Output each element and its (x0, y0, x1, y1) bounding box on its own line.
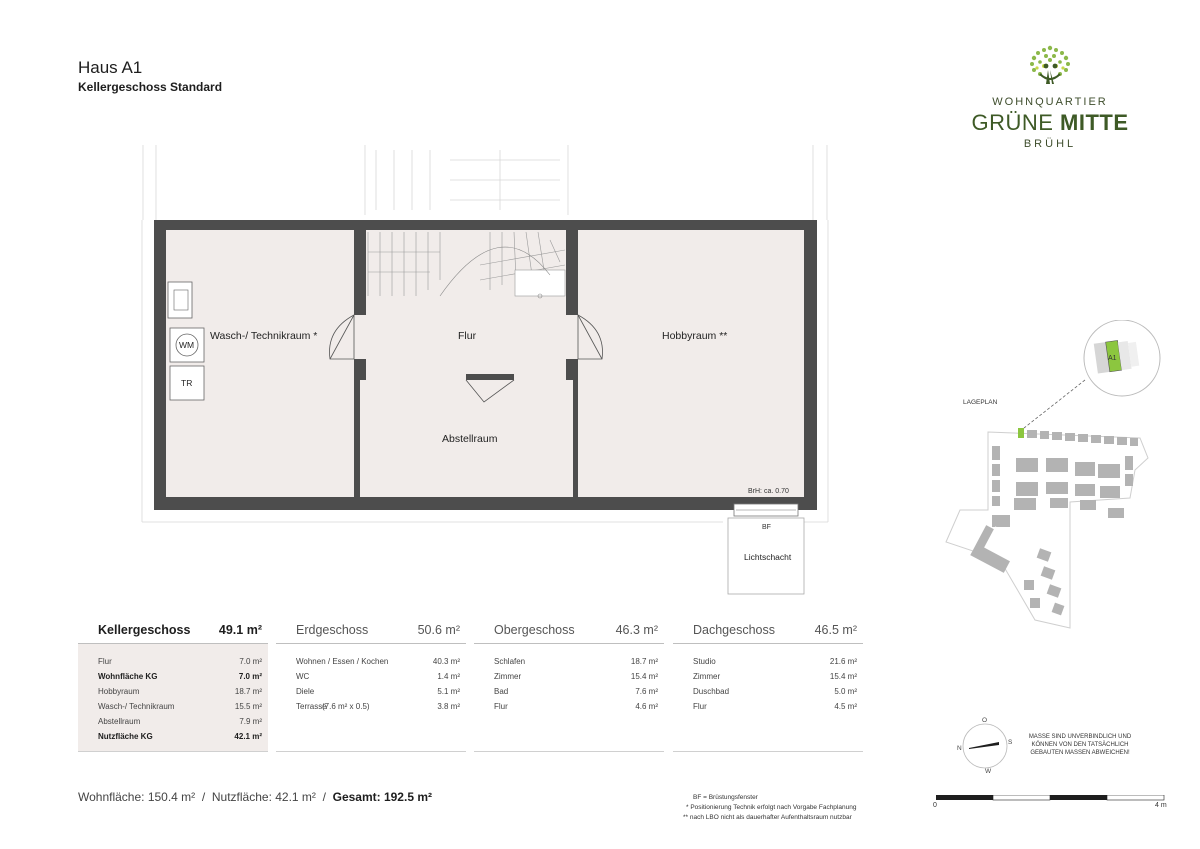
room-wasch-floor (166, 230, 354, 497)
table-row: Zimmer 15.4 m² (494, 672, 658, 681)
table-row: Flur 7.0 m² (98, 657, 262, 666)
floor-name: Kellergeschoss (98, 623, 191, 637)
area-summary: Wohnfläche: 150.4 m² / Nutzfläche: 42.1 m² / Gesamt: 192.5 m² (78, 790, 432, 804)
disclaimer: MASSE SIND UNVERBINDLICH UND KÖNNEN VON DEN TATSÄCHLICH GEBAUTEN MASSEN ABWEICHEN! (1028, 734, 1132, 756)
table-row: Wasch-/ Technikraum 15.5 m² (98, 702, 262, 711)
floor-plan (140, 140, 840, 600)
appliance-label-tr: TR (181, 378, 193, 388)
table-row-subtotal: Wohnfläche KG 7.0 m² (98, 672, 262, 681)
area-table-header (474, 614, 664, 644)
compass (955, 716, 1025, 776)
scale-end: 4 m (1155, 802, 1167, 809)
floor-total: 49.1 m² (218, 623, 262, 637)
compass-n: N (957, 745, 962, 752)
room-label-wasch: Wasch-/ Technikraum * (210, 330, 318, 342)
floor-total: 50.6 m² (417, 623, 460, 637)
compass-s: S (1008, 739, 1013, 746)
area-table-header (673, 614, 863, 644)
room-label-abstell: Abstellraum (442, 433, 498, 445)
table-row: Bad 7.6 m² (494, 687, 658, 696)
table-row: Diele 5.1 m² (296, 687, 460, 696)
table-row: Wohnen / Essen / Kochen 40.3 m² (296, 657, 460, 666)
site-plan-map (930, 320, 1170, 640)
table-row: Abstellraum 7.9 m² (98, 717, 262, 726)
floor-plan-drawing (140, 140, 840, 600)
summary-gesamt: Gesamt: 192.5 m² (332, 790, 432, 804)
table-row: WC 1.4 m² (296, 672, 460, 681)
summary-nutzflaeche: Nutzfläche: 42.1 m² (211, 790, 316, 804)
room-label-hobby: Hobbyraum ** (662, 330, 728, 342)
table-row-subtotal: Nutzfläche KG 42.1 m² (98, 732, 262, 741)
page-title: Haus A1 (78, 58, 143, 77)
compass-w: W (985, 768, 992, 775)
footnote-technik: * Positionierung Technik erfolgt nach Vorgabe Fachplanung (686, 804, 857, 811)
table-row: Schlafen 18.7 m² (494, 657, 658, 666)
siteplan-label: LAGEPLAN (963, 399, 998, 406)
area-table-kellergeschoss (78, 614, 268, 752)
scale-start: 0 (933, 802, 937, 809)
room-hobby-floor (578, 230, 804, 497)
table-row: Studio 21.6 m² (693, 657, 857, 666)
compass-rose-icon (955, 716, 1025, 776)
logo-wordmark (960, 110, 1140, 136)
page-subtitle: Kellergeschoss Standard (78, 80, 223, 94)
logo-word-mitte: MITTE (1060, 110, 1129, 135)
appliance-label-wm: WM (179, 340, 195, 350)
area-table-obergeschoss (474, 614, 664, 752)
area-table-erdgeschoss (276, 614, 466, 752)
area-table-dachgeschoss (673, 614, 863, 752)
table-row: Flur 4.6 m² (494, 702, 658, 711)
room-label-flur: Flur (458, 330, 477, 342)
table-row: Flur 4.5 m² (693, 702, 857, 711)
room-label-lichtschacht: Lichtschacht (744, 552, 792, 562)
floor-name: Erdgeschoss (296, 623, 369, 637)
window-sill-height: BrH: ca. 0.70 (748, 488, 789, 495)
table-row: Terrasse (7.6 m² x 0.5) 3.8 m² (296, 702, 460, 711)
floor-total: 46.3 m² (615, 623, 658, 637)
house-a1-label: A1 (1108, 355, 1117, 362)
table-row: Duschbad 5.0 m² (693, 687, 857, 696)
compass-o: O (982, 717, 988, 724)
heater-unit (168, 282, 192, 318)
logo-wordmark-pre: WOHNQUARTIER (992, 96, 1108, 108)
floor-name: Dachgeschoss (693, 623, 775, 637)
footnote-bf: BF = Brüstungsfenster (693, 794, 758, 801)
floor-total: 46.5 m² (814, 623, 857, 637)
table-row: Hobbyraum 18.7 m² (98, 687, 262, 696)
logo-wordmark-post: BRÜHL (1023, 138, 1077, 150)
floor-name: Obergeschoss (494, 623, 575, 637)
area-table-header (276, 614, 466, 644)
logo-word-gruene: GRÜNE (971, 110, 1054, 135)
table-row: Zimmer 15.4 m² (693, 672, 857, 681)
footnote-lbo: ** nach LBO nicht als dauerhafter Aufenthaltsraum nutzbar (683, 814, 852, 821)
summary-wohnflaeche: Wohnfläche: 150.4 m² (78, 790, 196, 804)
scale-bar (936, 795, 1166, 815)
room-flur-floor (366, 230, 566, 374)
area-table-header (78, 614, 268, 644)
window-type-label: BF (762, 524, 771, 531)
